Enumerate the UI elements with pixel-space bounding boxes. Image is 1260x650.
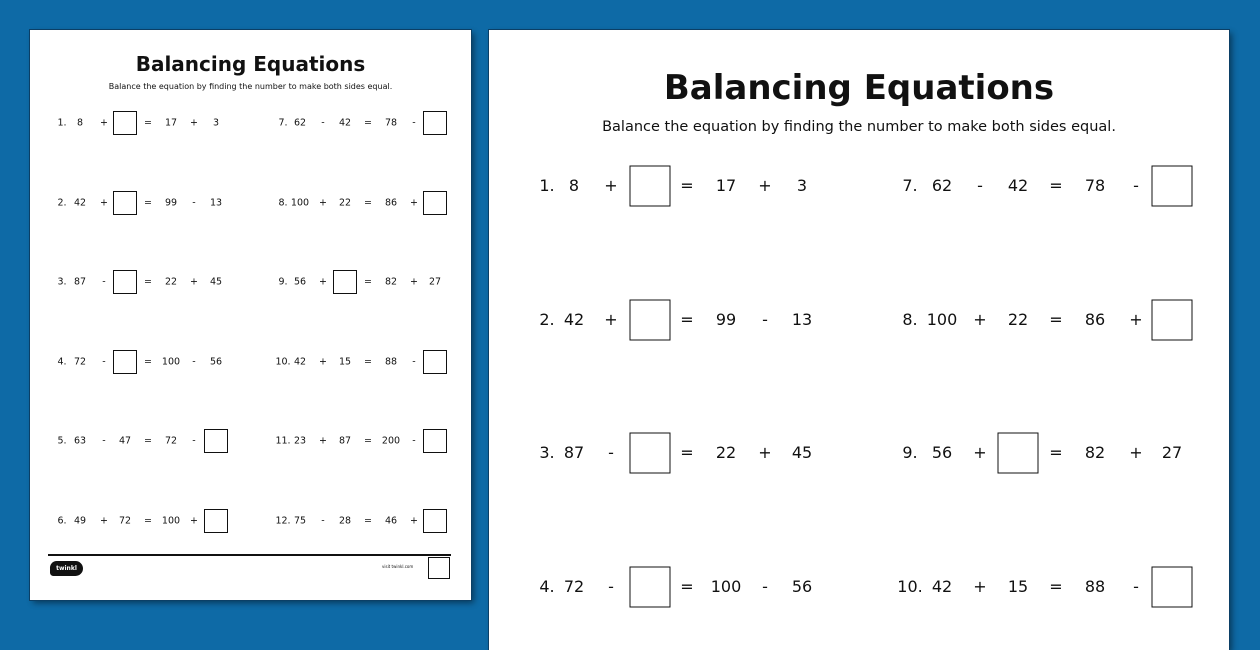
number: 56 <box>209 356 223 368</box>
answer-box[interactable] <box>204 429 228 453</box>
minus-sign: - <box>412 435 416 447</box>
number: 62 <box>293 117 307 129</box>
answer-box[interactable] <box>423 509 447 533</box>
number: 42 <box>931 577 953 596</box>
number: 49 <box>73 515 87 527</box>
problem-number: 3. <box>57 276 67 288</box>
answer-box[interactable] <box>113 350 137 374</box>
number: 42 <box>563 310 585 329</box>
problem-number: 2. <box>57 197 67 209</box>
equals-sign: = <box>1049 310 1063 329</box>
plus-sign: + <box>319 197 327 209</box>
footer-divider <box>48 554 451 556</box>
number: 63 <box>73 435 87 447</box>
equals-sign: = <box>144 356 152 368</box>
equals-sign: = <box>144 276 152 288</box>
answer-box[interactable] <box>1152 567 1193 608</box>
answer-box[interactable] <box>333 270 357 294</box>
plus-sign: + <box>410 197 418 209</box>
plus-sign: + <box>758 176 772 195</box>
plus-sign: + <box>319 276 327 288</box>
minus-sign: - <box>192 435 196 447</box>
equals-sign: = <box>364 515 372 527</box>
equals-sign: = <box>1049 443 1063 462</box>
worksheet-zoomed <box>489 30 1229 650</box>
problem-number: 2. <box>539 310 555 329</box>
number: 100 <box>710 577 742 596</box>
problem-number: 4. <box>57 356 67 368</box>
number: 78 <box>384 117 398 129</box>
footer-website: visit twinkl.com <box>382 564 414 569</box>
equals-sign: = <box>364 276 372 288</box>
number: 72 <box>563 577 585 596</box>
number: 15 <box>338 356 352 368</box>
answer-box[interactable] <box>204 509 228 533</box>
equals-sign: = <box>144 117 152 129</box>
number: 87 <box>73 276 87 288</box>
number: 100 <box>290 197 310 209</box>
number: 42 <box>1007 176 1029 195</box>
answer-box[interactable] <box>630 567 671 608</box>
number: 13 <box>209 197 223 209</box>
number: 82 <box>1084 443 1106 462</box>
equals-sign: = <box>364 435 372 447</box>
worksheet-title: Balancing Equations <box>135 52 366 76</box>
answer-box[interactable] <box>630 300 671 341</box>
number: 47 <box>118 435 132 447</box>
number: 78 <box>1084 176 1106 195</box>
problem-number: 7. <box>278 117 288 129</box>
number: 22 <box>1007 310 1029 329</box>
equals-sign: = <box>680 176 694 195</box>
problem-number: 9. <box>902 443 918 462</box>
number: 62 <box>931 176 953 195</box>
plus-sign: + <box>100 197 108 209</box>
twinkl-logo: twinkl <box>50 561 83 576</box>
answer-box[interactable] <box>113 191 137 215</box>
minus-sign: - <box>1133 577 1139 596</box>
problem-number: 7. <box>902 176 918 195</box>
number: 82 <box>384 276 398 288</box>
number: 100 <box>161 356 181 368</box>
number: 45 <box>209 276 223 288</box>
minus-sign: - <box>102 356 106 368</box>
plus-sign: + <box>100 515 108 527</box>
minus-sign: - <box>608 443 614 462</box>
worksheet-thumbnail <box>30 30 471 600</box>
answer-box[interactable] <box>998 433 1039 474</box>
minus-sign: - <box>412 356 416 368</box>
number: 8 <box>568 176 580 195</box>
number: 46 <box>384 515 398 527</box>
minus-sign: - <box>102 435 106 447</box>
problem-number: 6. <box>57 515 67 527</box>
problem-number: 12. <box>275 515 291 527</box>
number: 22 <box>164 276 178 288</box>
number: 72 <box>73 356 87 368</box>
answer-box[interactable] <box>423 111 447 135</box>
number: 56 <box>931 443 953 462</box>
plus-sign: + <box>1129 443 1143 462</box>
plus-sign: + <box>973 310 987 329</box>
plus-sign: + <box>604 310 618 329</box>
equals-sign: = <box>1049 577 1063 596</box>
plus-sign: + <box>1129 310 1143 329</box>
minus-sign: - <box>608 577 614 596</box>
number: 72 <box>164 435 178 447</box>
equals-sign: = <box>680 443 694 462</box>
answer-box[interactable] <box>423 191 447 215</box>
number: 86 <box>1084 310 1106 329</box>
equals-sign: = <box>364 197 372 209</box>
number: 3 <box>212 117 220 129</box>
number: 100 <box>926 310 958 329</box>
number: 42 <box>293 356 307 368</box>
twinkl-stamp-icon <box>428 557 450 579</box>
minus-sign: - <box>412 117 416 129</box>
plus-sign: + <box>604 176 618 195</box>
minus-sign: - <box>977 176 983 195</box>
number: 200 <box>381 435 401 447</box>
number: 23 <box>293 435 307 447</box>
minus-sign: - <box>1133 176 1139 195</box>
number: 22 <box>338 197 352 209</box>
number: 17 <box>164 117 178 129</box>
plus-sign: + <box>758 443 772 462</box>
problem-number: 4. <box>539 577 555 596</box>
number: 45 <box>791 443 813 462</box>
number: 86 <box>384 197 398 209</box>
problem-number: 9. <box>278 276 288 288</box>
number: 87 <box>563 443 585 462</box>
number: 72 <box>118 515 132 527</box>
equals-sign: = <box>144 435 152 447</box>
answer-box[interactable] <box>423 429 447 453</box>
number: 56 <box>791 577 813 596</box>
number: 87 <box>338 435 352 447</box>
problem-number: 3. <box>539 443 555 462</box>
problem-number: 8. <box>278 197 288 209</box>
number: 27 <box>428 276 442 288</box>
plus-sign: + <box>100 117 108 129</box>
answer-box[interactable] <box>113 270 137 294</box>
number: 42 <box>73 197 87 209</box>
plus-sign: + <box>190 515 198 527</box>
plus-sign: + <box>190 117 198 129</box>
problem-number: 11. <box>275 435 291 447</box>
problem-number: 1. <box>539 176 555 195</box>
number: 22 <box>715 443 737 462</box>
number: 88 <box>1084 577 1106 596</box>
plus-sign: + <box>973 443 987 462</box>
number: 28 <box>338 515 352 527</box>
number: 99 <box>164 197 178 209</box>
minus-sign: - <box>102 276 106 288</box>
number: 99 <box>715 310 737 329</box>
equals-sign: = <box>144 515 152 527</box>
minus-sign: - <box>762 577 768 596</box>
plus-sign: + <box>973 577 987 596</box>
answer-box[interactable] <box>630 433 671 474</box>
equals-sign: = <box>364 356 372 368</box>
number: 17 <box>715 176 737 195</box>
problem-number: 5. <box>57 435 67 447</box>
number: 100 <box>161 515 181 527</box>
number: 15 <box>1007 577 1029 596</box>
plus-sign: + <box>319 435 327 447</box>
equals-sign: = <box>144 197 152 209</box>
number: 88 <box>384 356 398 368</box>
answer-box[interactable] <box>1152 300 1193 341</box>
worksheet-title: Balancing Equations <box>663 68 1055 108</box>
plus-sign: + <box>410 515 418 527</box>
worksheet-instructions: Balance the equation by finding the number to make both sides equal. <box>602 119 1116 135</box>
number: 3 <box>796 176 808 195</box>
minus-sign: - <box>762 310 768 329</box>
number: 8 <box>76 117 84 129</box>
number: 56 <box>293 276 307 288</box>
problem-number: 1. <box>57 117 67 129</box>
plus-sign: + <box>410 276 418 288</box>
problem-number: 8. <box>902 310 918 329</box>
answer-box[interactable] <box>423 350 447 374</box>
answer-box[interactable] <box>1152 166 1193 207</box>
worksheet-instructions: Balance the equation by finding the number to make both sides equal. <box>108 82 393 91</box>
plus-sign: + <box>190 276 198 288</box>
equals-sign: = <box>680 577 694 596</box>
problem-number: 10. <box>897 577 923 596</box>
problem-number: 10. <box>275 356 291 368</box>
number: 27 <box>1161 443 1183 462</box>
equals-sign: = <box>364 117 372 129</box>
number: 42 <box>338 117 352 129</box>
equals-sign: = <box>1049 176 1063 195</box>
plus-sign: + <box>319 356 327 368</box>
number: 75 <box>293 515 307 527</box>
minus-sign: - <box>192 197 196 209</box>
minus-sign: - <box>321 117 325 129</box>
answer-box[interactable] <box>113 111 137 135</box>
minus-sign: - <box>321 515 325 527</box>
minus-sign: - <box>192 356 196 368</box>
equals-sign: = <box>680 310 694 329</box>
number: 13 <box>791 310 813 329</box>
answer-box[interactable] <box>630 166 671 207</box>
